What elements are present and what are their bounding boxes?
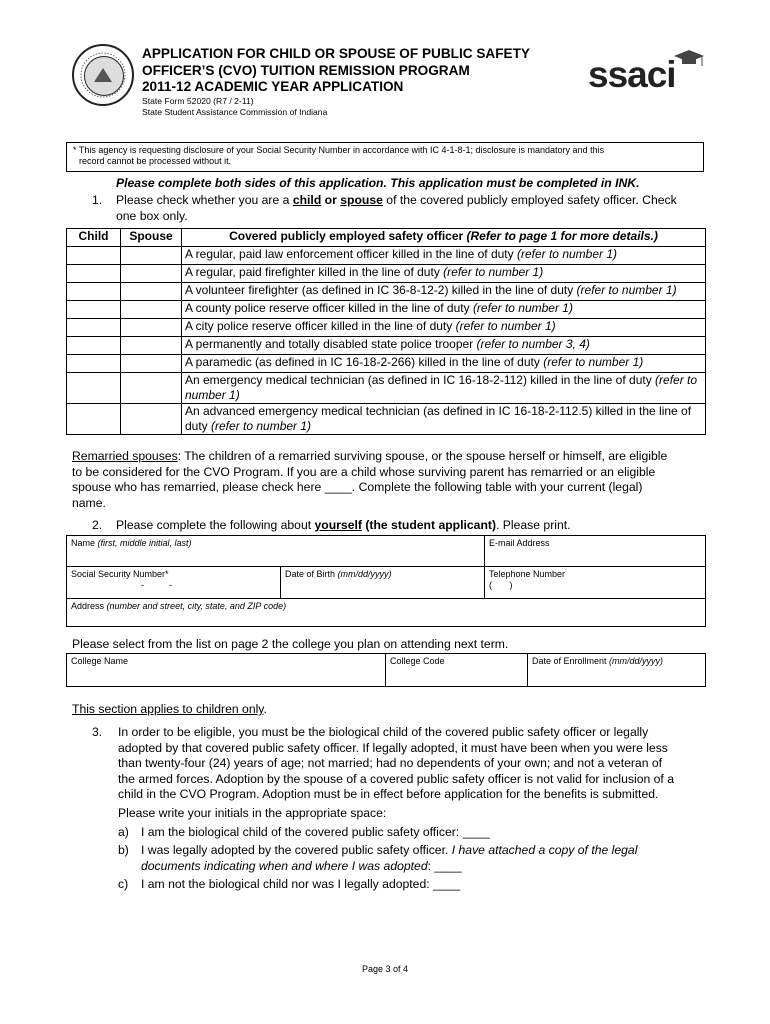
title-line-3: 2011-12 ACADEMIC YEAR APPLICATION [142,79,404,94]
q2-number: 2. [92,518,103,532]
option-a-label: a) [118,825,129,839]
spouse-checkbox[interactable] [121,337,182,355]
table-row: An emergency medical technician (as defined in IC 16-18-2-112) killed in the line of duty (refer to number 1) [67,373,706,404]
form-subtitle [142,96,327,118]
child-checkbox[interactable] [67,265,121,283]
table-row: A permanently and totally disabled state police trooper (refer to number 3, 4) [67,337,706,355]
spouse-checkbox[interactable] [121,247,182,265]
option-b-text[interactable]: I was legally adopted by the covered public safety officer. I have attached a copy of the legal documents indicating when and where I was adopted: ____ [141,843,638,873]
table-row: A city police reserve officer killed in the line of duty (refer to number 1) [67,319,706,337]
ink-instruction: Please complete both sides of this application. This application must be completed in INK. [116,176,640,190]
ssaci-logo: ssaci [588,54,676,95]
child-checkbox[interactable] [67,283,121,301]
child-checkbox[interactable] [67,337,121,355]
dob-field[interactable]: Date of Birth (mm/dd/yyyy) [281,567,485,599]
title-line-1: APPLICATION FOR CHILD OR SPOUSE OF PUBLIC SAFETY [142,46,530,61]
table-row: A regular, paid firefighter killed in the line of duty (refer to number 1) [67,265,706,283]
col-child-header: Child [67,229,121,247]
remarried-paragraph: Remarried spouses: The children of a remarried surviving spouse, or the spouse herself or himself, are eligible to be considered for the CVO Program. If you are a child whose surviving parent has remarried or an eligible spouse who has remarried, please check here ____. Complete the following table with your current (legal) name. [72,449,668,510]
spouse-checkbox[interactable] [121,319,182,337]
seal-icon [74,46,132,104]
college-table [66,653,706,687]
student-info-table [66,535,706,627]
child-checkbox[interactable] [67,355,121,373]
page-number: Page 3 of 4 [361,964,409,974]
option-c-text[interactable]: I am not the biological child nor was I legally adopted: ____ [141,877,461,891]
q1-text: Please check whether you are a child or spouse of the covered publicly employed safety officer. Check one box only. [116,193,677,223]
q1-number: 1. [92,193,103,207]
child-checkbox[interactable] [67,301,121,319]
table-row: A volunteer firefighter (as defined in IC 36-8-12-2) killed in the line of duty (refer to number 1) [67,283,706,301]
college-prompt: Please select from the list on page 2 the college you plan on attending next term. [72,637,509,651]
enrollment-date-field[interactable]: Date of Enrollment (mm/dd/yyyy) [528,654,706,687]
spouse-checkbox[interactable] [121,373,182,404]
q3-number: 3. [92,725,103,739]
table-row: A paramedic (as defined in IC 16-18-2-266) killed in the line of duty (refer to number 1) [67,355,706,373]
table-row: A county police reserve officer killed in the line of duty (refer to number 1) [67,301,706,319]
title-line-2: OFFICER’S (CVO) TUITION REMISSION PROGRAM [142,62,470,78]
college-code-field[interactable]: College Code [386,654,528,687]
state-seal [72,44,134,106]
col-spouse-header: Spouse [121,229,182,247]
col-officer-header: Covered publicly employed safety officer (Refer to page 1 for more details.) [182,229,706,247]
form-title [142,46,530,96]
child-checkbox[interactable] [67,404,121,435]
option-a-text[interactable]: I am the biological child of the covered public safety officer: ____ [141,825,490,839]
email-field[interactable]: E-mail Address [485,536,706,567]
spouse-checkbox[interactable] [121,355,182,373]
agency-name: State Student Assistance Commission of Indiana [142,107,328,117]
child-checkbox[interactable] [67,373,121,404]
spouse-checkbox[interactable] [121,301,182,319]
address-field[interactable]: Address (number and street, city, state, and ZIP code) [67,599,706,627]
officer-table [66,228,706,435]
child-checkbox[interactable] [67,247,121,265]
graduation-cap-icon [672,48,706,70]
form-number: State Form 52020 (R7 / 2-11) [142,96,254,106]
option-c-label: c) [118,877,129,891]
name-field[interactable]: Name (first, middle initial, last) [67,536,485,567]
initials-prompt: Please write your initials in the appropriate space: [118,806,387,820]
option-b-label: b) [118,843,129,857]
children-section-heading: This section applies to children only. [72,702,267,716]
child-checkbox[interactable] [67,319,121,337]
spouse-checkbox[interactable] [121,404,182,435]
phone-field[interactable]: Telephone Number ( ) [485,567,706,599]
spouse-checkbox[interactable] [121,265,182,283]
ssn-field[interactable]: Social Security Number* - - [67,567,281,599]
spouse-checkbox[interactable] [121,283,182,301]
q2-text: Please complete the following about yourself (the student applicant). Please print. [116,518,571,532]
college-name-field[interactable]: College Name [67,654,386,687]
ssn-notice: * This agency is requesting disclosure of your Social Security Number in accordance with IC 4-1-8-1; disclosure is mandatory and this record cannot be processed without it. [66,142,704,172]
table-row: A regular, paid law enforcement officer killed in the line of duty (refer to number 1) [67,247,706,265]
table-row: An advanced emergency medical technician (as defined in IC 16-18-2-112.5) killed in the line of duty (refer to number 1) [67,404,706,435]
q3-text: In order to be eligible, you must be the biological child of the covered public safety officer or legally adopted by that covered public safety officer. If legally adopted, it must have been when you were less than twenty-four (24) years of age; not married; had no dependents of your own; and not a veteran of the armed forces. Adoption by the spouse of a covered public safety officer is not valid for inclusion of a child in the CVO Program. Adoption must be in effect before application for the benefits is submitted. [118,725,674,801]
